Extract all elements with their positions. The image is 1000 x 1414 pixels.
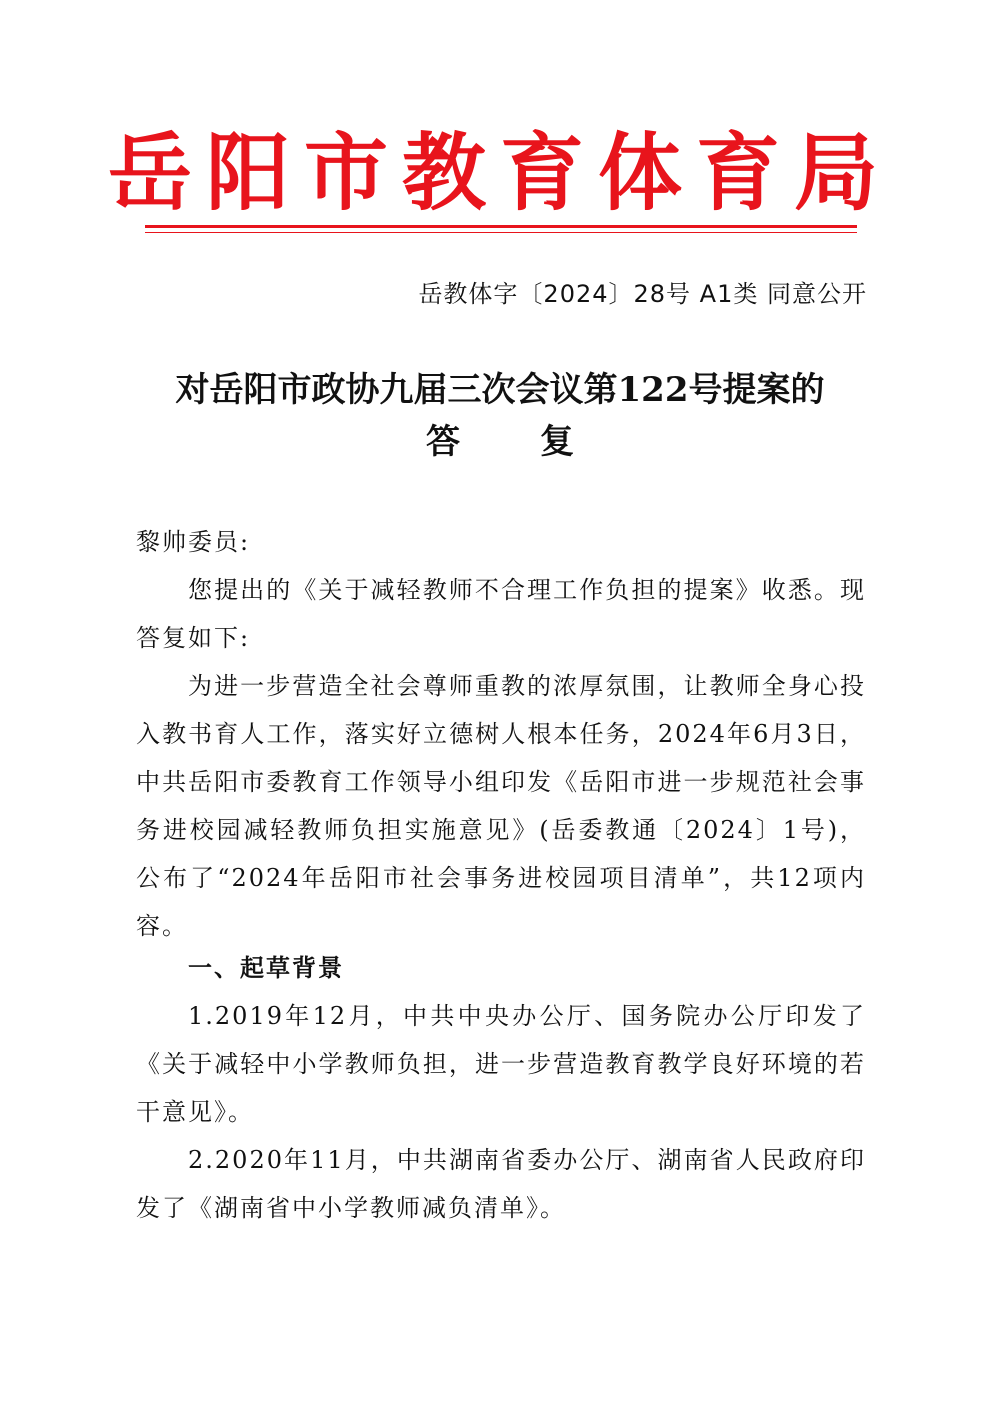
masthead-divider-thick bbox=[145, 225, 857, 228]
document-title-line2: 答复 bbox=[426, 422, 654, 462]
list-item-2: 2.2020年11月，中共湖南省委办公厅、湖南省人民政府印发了《湖南省中小学教师减负清单》。 bbox=[136, 1146, 866, 1222]
document-number: 岳教体字〔2024〕28号 A1类 同意公开 bbox=[418, 280, 867, 308]
list-item-1: 1.2019年12月，中共中央办公厅、国务院办公厅印发了《关于减轻中小学教师负担，进一步营造教育教学良好环境的若干意见》。 bbox=[136, 1002, 866, 1126]
paragraph-acknowledgement: 您提出的《关于减轻教师不合理工作负担的提案》收悉。现答复如下: bbox=[136, 576, 866, 652]
paragraph-overview: 为进一步营造全社会尊师重教的浓厚氛围，让教师全身心投入教书育人工作，落实好立德树人根本任务，2024年6月3日，中共岳阳市委教育工作领导小组印发《岳阳市进一步规范社会事务进校园减轻教师负担实施意见》(岳委教通〔2024〕1号)，公布了“2024年岳阳市社会事务进校园项目清单”，共12项内容。 bbox=[136, 672, 866, 940]
document-title-line1: 对岳阳市政协九届三次会议第122号提案的 bbox=[175, 370, 825, 410]
agency-masthead: 岳阳市教育体育局 bbox=[107, 123, 892, 222]
section-heading-background: 一、起草背景 bbox=[188, 954, 344, 982]
masthead-divider-thin bbox=[145, 232, 857, 233]
salutation: 黎帅委员: bbox=[136, 528, 251, 556]
